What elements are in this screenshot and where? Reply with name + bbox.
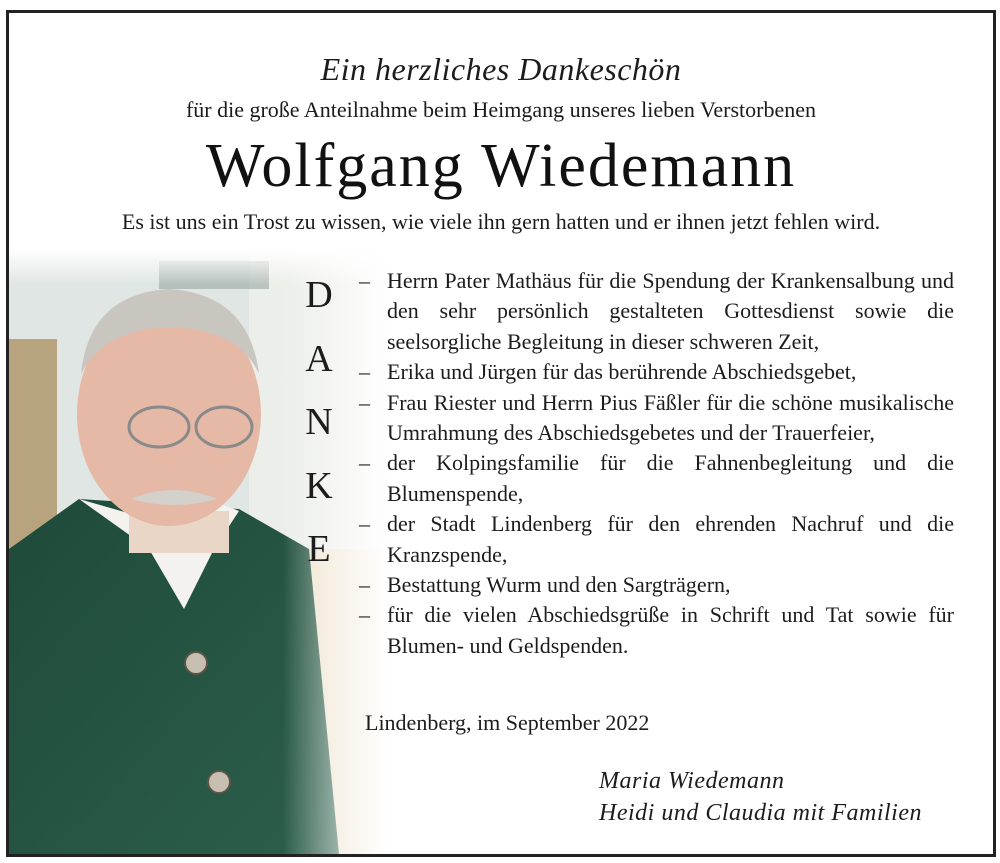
- place-date: Lindenberg, im September 2022: [365, 710, 650, 735]
- consolation-line: Es ist uns ein Trost zu wissen, wie viele ihn gern hatten und er ihnen jetzt fehlen wird.: [121, 209, 881, 234]
- obituary-card: [6, 10, 996, 857]
- list-item: – Herrn Pater Mathäus für die Spendung der Krankensalbung und den sehr persönlich gestalteten Gottesdienst sowie die seelsorgliche Begleitung in dieser schweren Zeit,: [359, 268, 954, 354]
- list-item: – der Stadt Lindenberg für den ehrenden Nachruf und die Kranzspende,: [359, 511, 954, 567]
- list-item: – der Kolpingsfamilie für die Fahnenbegleitung und die Blumenspende,: [359, 450, 954, 506]
- list-item: – für die vielen Abschiedsgrüße in Schrift und Tat sowie für Blumen- und Geldspenden.: [359, 602, 954, 658]
- signature-line: Maria Wiedemann: [599, 768, 785, 794]
- danke-letter: D: [305, 274, 333, 316]
- danke-vertical-word: [301, 275, 337, 593]
- danke-letter: A: [305, 337, 333, 380]
- signature-line: Heidi und Claudia mit Familien: [599, 800, 922, 826]
- danke-letter: K: [305, 464, 333, 507]
- list-item: – Bestattung Wurm und den Sargträgern,: [359, 572, 731, 598]
- list-item: – Frau Riester und Herrn Pius Fäßler für die schöne musikalische Umrahmung des Abschiedsgebetes und der Trauerfeier,: [359, 389, 954, 446]
- thanks-list: [359, 266, 954, 661]
- list-item: – Erika und Jürgen für das berührende Abschiedsgebet,: [359, 359, 857, 385]
- heading: Ein herzliches Dankeschön: [320, 51, 682, 87]
- deceased-name: Wolfgang Wiedemann: [205, 132, 797, 200]
- subheading: für die große Anteilnahme beim Heimgang unseres lieben Verstorbenen: [185, 97, 817, 122]
- danke-letter: N: [305, 401, 333, 443]
- danke-letter: E: [307, 528, 331, 570]
